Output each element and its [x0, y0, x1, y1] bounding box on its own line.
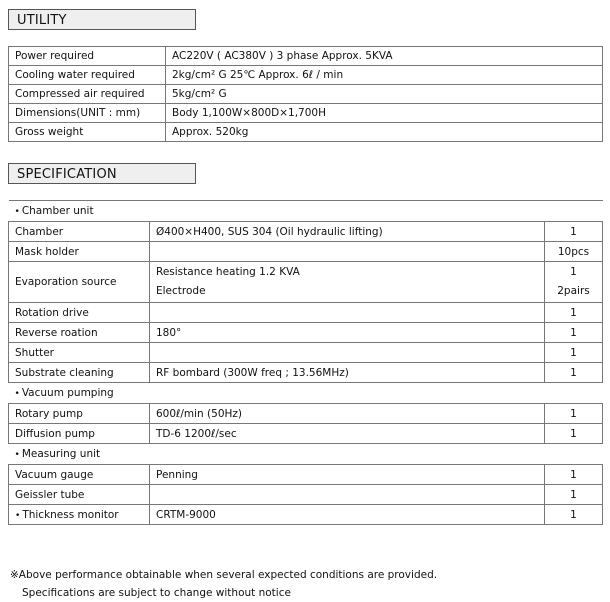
utility-value: Body 1,100W×800D×1,700H — [166, 104, 603, 123]
table-row — [9, 363, 603, 383]
table-row — [9, 465, 603, 485]
group-heading: Vacuum pumping — [21, 387, 114, 399]
spec-value: TD-6 1200ℓ/sec — [150, 424, 545, 444]
spec-value: CRTM-9000 — [150, 505, 545, 525]
utility-value: AC220V ( AC380V ) 3 phase Approx. 5KVA — [166, 47, 603, 66]
group-heading: Chamber unit — [21, 205, 94, 217]
spec-value: Ø400×H400, SUS 304 (Oil hydraulic lifting) — [150, 222, 545, 242]
footnote-change-notice: Specifications are subject to change without notice — [22, 587, 291, 599]
spec-label: Diffusion pump — [9, 424, 150, 444]
bullet-icon: • — [14, 389, 20, 399]
spec-qty: 1 — [545, 323, 603, 343]
spec-value: Resistance heating 1.2 KVA — [156, 266, 300, 278]
spec-label: Evaporation source — [9, 262, 150, 303]
specification-title: SPECIFICATION — [8, 163, 196, 184]
spec-label: Mask holder — [9, 242, 150, 262]
spec-qty: 10pcs — [545, 242, 603, 262]
utility-title: UTILITY — [8, 9, 196, 30]
utility-label: Compressed air required — [9, 85, 166, 104]
spec-label: Chamber — [9, 222, 150, 242]
utility-table — [8, 46, 603, 142]
spec-qty: 1 — [545, 222, 603, 242]
utility-label: Power required — [9, 47, 166, 66]
table-row — [9, 66, 603, 85]
spec-value: 180° — [150, 323, 545, 343]
spec-value — [150, 485, 545, 505]
spec-label: Vacuum gauge — [9, 465, 150, 485]
table-row — [9, 222, 603, 242]
group-heading-row — [9, 444, 603, 465]
table-row — [9, 123, 603, 142]
spec-qty: 1 — [570, 266, 577, 278]
table-row — [9, 47, 603, 66]
group-heading: Measuring unit — [21, 448, 101, 460]
utility-value: Approx. 520kg — [166, 123, 603, 142]
utility-value: 2kg/cm² G 25℃ Approx. 6ℓ / min — [166, 66, 603, 85]
spec-label-cell — [9, 505, 150, 525]
group-heading-row — [9, 201, 603, 222]
spec-value-multi — [150, 262, 545, 303]
spec-qty: 1 — [545, 343, 603, 363]
footnote-performance: ※Above performance obtainable when several expected conditions are provided. — [10, 569, 438, 581]
spec-qty: 1 — [545, 505, 603, 525]
spec-value: Electrode — [156, 285, 206, 297]
spec-qty: 1 — [545, 465, 603, 485]
spec-qty: 1 — [545, 303, 603, 323]
table-row — [9, 303, 603, 323]
table-row — [9, 85, 603, 104]
bullet-icon: • — [14, 207, 20, 217]
spec-label: Rotary pump — [9, 404, 150, 424]
spec-qty-multi — [545, 262, 603, 303]
spec-value — [150, 303, 545, 323]
utility-value: 5kg/cm² G — [166, 85, 603, 104]
spec-label: Rotation drive — [9, 303, 150, 323]
spec-label: Geissler tube — [9, 485, 150, 505]
table-row — [9, 424, 603, 444]
table-row — [9, 104, 603, 123]
spec-value — [150, 343, 545, 363]
utility-label: Cooling water required — [9, 66, 166, 85]
spec-label: Substrate cleaning — [9, 363, 150, 383]
spec-label: Thickness monitor — [22, 508, 119, 521]
table-row — [9, 242, 603, 262]
table-row — [9, 343, 603, 363]
table-row — [9, 505, 603, 525]
table-row — [9, 404, 603, 424]
spec-value: Penning — [150, 465, 545, 485]
utility-label: Dimensions(UNIT : mm) — [9, 104, 166, 123]
spec-label: Reverse roation — [9, 323, 150, 343]
table-row — [9, 323, 603, 343]
spec-qty: 1 — [545, 485, 603, 505]
spec-value — [150, 242, 545, 262]
table-row — [9, 485, 603, 505]
spec-value: 600ℓ/min (50Hz) — [150, 404, 545, 424]
spec-qty: 1 — [545, 424, 603, 444]
utility-label: Gross weight — [9, 123, 166, 142]
bullet-icon: • — [15, 510, 21, 521]
bullet-icon: • — [14, 450, 20, 460]
spec-qty: 2pairs — [557, 285, 590, 297]
spec-label: Shutter — [9, 343, 150, 363]
group-heading-row — [9, 383, 603, 404]
table-row — [9, 262, 603, 303]
spec-value: RF bombard (300W freq ; 13.56MHz) — [150, 363, 545, 383]
specification-table — [8, 200, 603, 525]
spec-qty: 1 — [545, 363, 603, 383]
spec-qty: 1 — [545, 404, 603, 424]
